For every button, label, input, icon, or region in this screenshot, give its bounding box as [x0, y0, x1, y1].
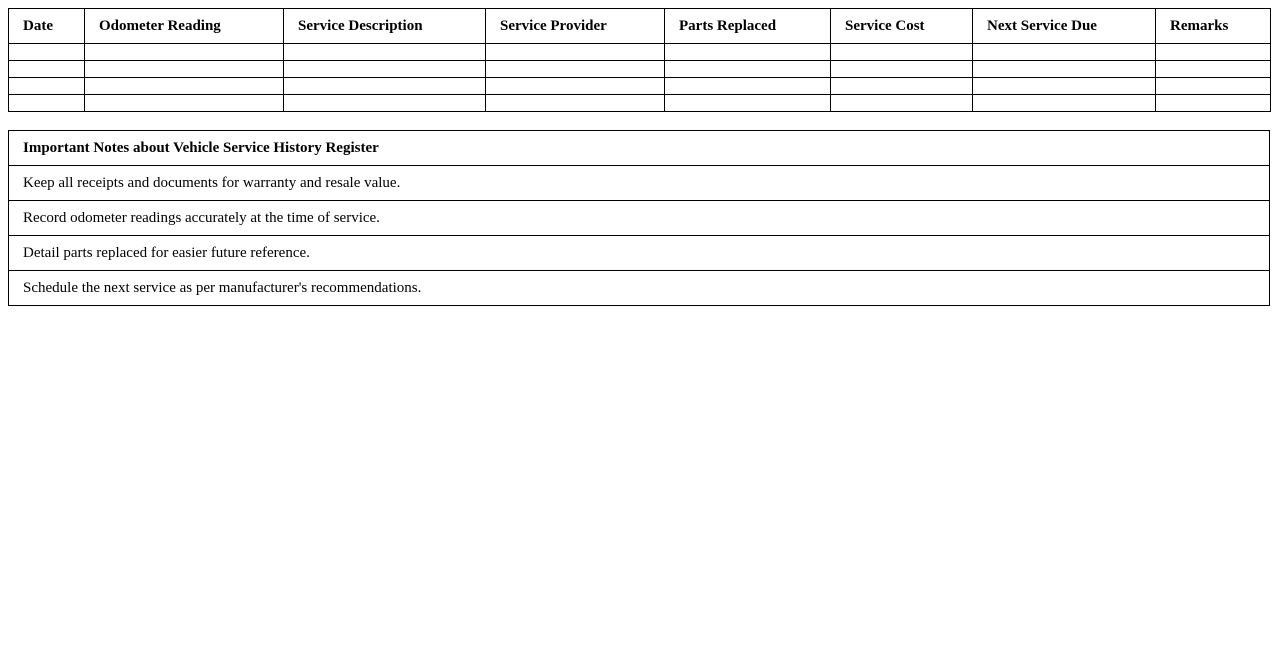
service-history-table: [8, 8, 1271, 112]
table-cell[interactable]: [665, 78, 831, 95]
document-page: [0, 0, 1278, 306]
note-text: Detail parts replaced for easier future reference.: [9, 236, 1270, 271]
table-cell[interactable]: [284, 61, 486, 78]
table-cell[interactable]: [831, 61, 973, 78]
table-cell[interactable]: [284, 95, 486, 112]
column-header-remarks: Remarks: [1156, 9, 1271, 44]
notes-title: Important Notes about Vehicle Service History Register: [9, 131, 1270, 166]
list-item: [9, 236, 1270, 271]
column-header-next-service-due: Next Service Due: [973, 9, 1156, 44]
table-cell[interactable]: [284, 78, 486, 95]
table-cell[interactable]: [85, 61, 284, 78]
note-text: Record odometer readings accurately at the time of service.: [9, 201, 1270, 236]
table-cell[interactable]: [973, 44, 1156, 61]
table-cell[interactable]: [9, 78, 85, 95]
notes-heading-row: [9, 131, 1270, 166]
table-row: [9, 44, 1271, 61]
table-cell[interactable]: [9, 95, 85, 112]
table-cell[interactable]: [973, 78, 1156, 95]
table-cell[interactable]: [1156, 44, 1271, 61]
table-cell[interactable]: [284, 44, 486, 61]
table-cell[interactable]: [1156, 61, 1271, 78]
column-header-service-description: Service Description: [284, 9, 486, 44]
list-item: [9, 271, 1270, 306]
table-cell[interactable]: [831, 95, 973, 112]
table-cell[interactable]: [973, 95, 1156, 112]
table-cell[interactable]: [831, 44, 973, 61]
note-text: Keep all receipts and documents for warranty and resale value.: [9, 166, 1270, 201]
table-cell[interactable]: [486, 95, 665, 112]
table-cell[interactable]: [1156, 95, 1271, 112]
column-header-date: Date: [9, 9, 85, 44]
table-cell[interactable]: [9, 61, 85, 78]
table-row: [9, 95, 1271, 112]
table-cell[interactable]: [85, 78, 284, 95]
table-cell[interactable]: [665, 95, 831, 112]
table-row: [9, 61, 1271, 78]
table-cell[interactable]: [486, 78, 665, 95]
important-notes-table: [8, 130, 1270, 306]
table-cell[interactable]: [1156, 78, 1271, 95]
column-header-parts-replaced: Parts Replaced: [665, 9, 831, 44]
table-cell[interactable]: [665, 61, 831, 78]
note-text: Schedule the next service as per manufacturer's recommendations.: [9, 271, 1270, 306]
column-header-service-cost: Service Cost: [831, 9, 973, 44]
table-cell[interactable]: [486, 61, 665, 78]
table-cell[interactable]: [9, 44, 85, 61]
column-header-odometer-reading: Odometer Reading: [85, 9, 284, 44]
list-item: [9, 201, 1270, 236]
table-cell[interactable]: [665, 44, 831, 61]
table-cell[interactable]: [831, 78, 973, 95]
table-cell[interactable]: [85, 44, 284, 61]
column-header-service-provider: Service Provider: [486, 9, 665, 44]
table-cell[interactable]: [486, 44, 665, 61]
table-header-row: [9, 9, 1271, 44]
table-cell[interactable]: [85, 95, 284, 112]
table-cell[interactable]: [973, 61, 1156, 78]
list-item: [9, 166, 1270, 201]
table-row: [9, 78, 1271, 95]
